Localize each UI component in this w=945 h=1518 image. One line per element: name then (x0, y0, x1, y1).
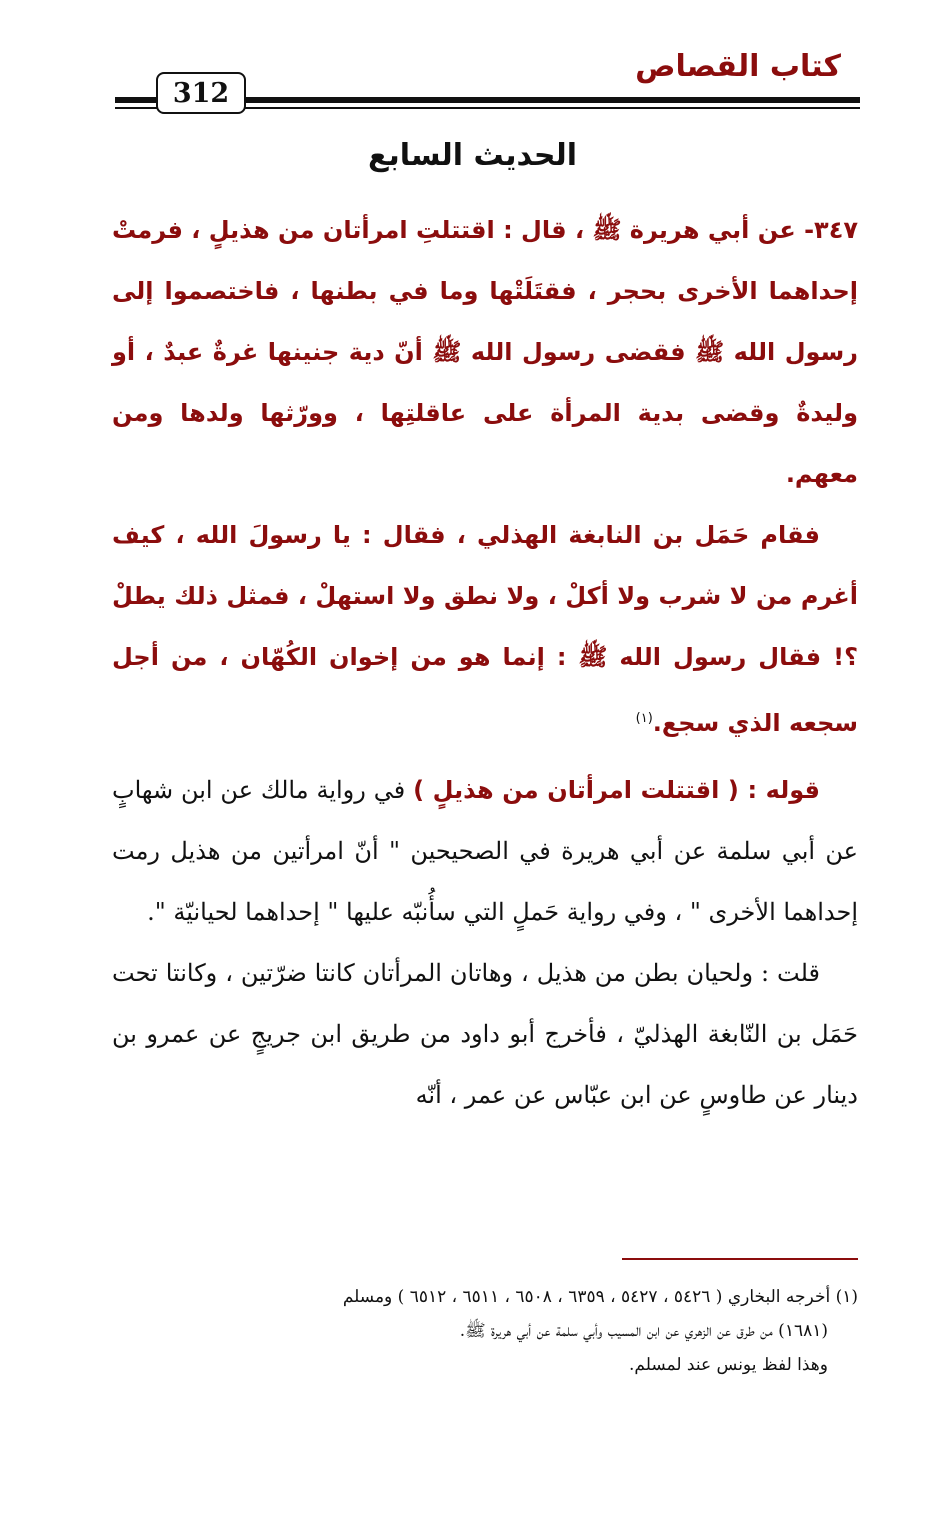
commentary-paragraph-1-rest: في رواية مالك عن ابن شهابٍ عن أبي سلمة عن أبي هريرة في الصحيحين " أنّ امرأتين من هذيل رمت إحداهما الأخرى " ، وفي رواية حَملٍ التي سأُنبّه عليها " إحداهما لحيانيّة ". (112, 776, 858, 926)
hadith-text (112, 200, 858, 754)
footnote-line-1: (١) أخرجه البخاري ( ٥٤٢٦ ، ٥٤٢٧ ، ٦٣٥٩ ، ٦٥٠٨ ، ٦٥١١ ، ٦٥١٢ ) ومسلم (342, 1287, 858, 1307)
footnote-line-3: وهذا لفظ يونس عند لمسلم. (629, 1355, 828, 1375)
footnotes (112, 1280, 858, 1382)
hadith-paragraph-2-text: فقام حَمَل بن النابغة الهذلي ، فقال : يا رسولَ الله ، كيف أغرم من لا شرب ولا أكلْ ، ولا نطق ولا استهلْ ، فمثل ذلك يطلْ ؟! فقال رسول الله ﷺ : إنما هو من إخوان الكُهّان ، من أجل سجعه الذي سجع. (112, 521, 858, 737)
footnote-reference: (١) (635, 711, 653, 726)
section-heading: الحديث السابع (367, 138, 578, 173)
commentary-text (112, 760, 858, 1126)
hadith-paragraph-2 (112, 505, 858, 754)
book-title: كتاب القصاص (635, 49, 841, 84)
footnote-line-2: (١٦٨١) من طرق عن الزهري عن ابن المسيب وأبي سلمة عن أبي هريرة ﷺ. (459, 1321, 828, 1341)
commentary-lead: قوله : ( اقتتلت امرأتان من هذيلٍ ) (413, 776, 821, 804)
page-number: 312 (156, 72, 246, 114)
commentary-paragraph-1 (112, 760, 858, 943)
footnote-divider (622, 1258, 858, 1260)
hadith-paragraph-1: ٣٤٧- عن أبي هريرة ﷺ ، قال : اقتتلتِ امرأتان من هذيلٍ ، فرمتْ إحداهما الأخرى بحجر ، فقتَلَتْها وما في بطنها ، فاختصموا إلى رسول الله ﷺ فقضى رسول الله ﷺ أنّ دية جنينها غرةٌ عبدٌ ، أو وليدةٌ وقضى بدية المرأة على عاقلتِها ، وورّثها ولدها ومن معهم. (112, 216, 858, 488)
commentary-paragraph-2: قلت : ولحيان بطن من هذيل ، وهاتان المرأتان كانتا ضرّتين ، وكانتا تحت حَمَل بن النّابغة الهذليّ ، فأخرج أبو داود من طريق ابن جريجٍ عن عمرو بن دينار عن طاوسٍ عن ابن عبّاس عن عمر ، أنّه (112, 959, 858, 1109)
